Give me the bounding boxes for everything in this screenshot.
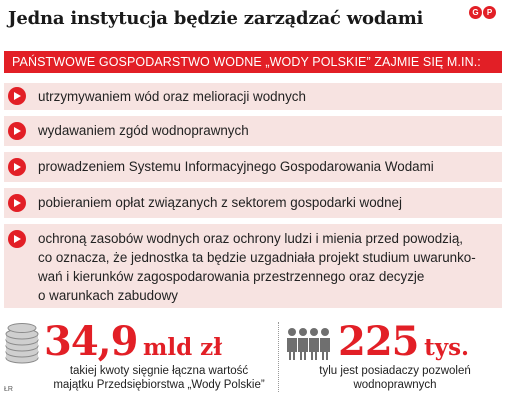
stat-left-caption	[44, 364, 274, 392]
arrow-right-icon	[8, 158, 26, 176]
section-header: PAŃSTWOWE GOSPODARSTWO WODNE „WODY POLSKIE” ZAJMIE SIĘ M.IN.:	[4, 51, 502, 73]
list-item-text: wydawaniem zgód wodnoprawnych	[38, 123, 249, 138]
list-item	[4, 152, 502, 182]
stat-right-value	[338, 318, 469, 365]
list-item-text: pobieraniem opłat związanych z sektorem gospodarki wodnej	[38, 195, 402, 210]
stats-divider	[278, 322, 279, 392]
list-item-text: utrzymywaniem wód oraz melioracji wodnych	[38, 89, 306, 104]
stat-left-unit: mld zł	[143, 334, 223, 361]
author-credit: ŁR	[4, 386, 13, 393]
arrow-right-icon	[8, 87, 26, 105]
list-item	[4, 224, 502, 308]
infographic-title: Jedna instytucja będzie zarządzać wodami	[8, 8, 424, 29]
arrow-right-icon	[8, 230, 26, 248]
brand-logo-letter-g: G	[469, 6, 482, 19]
list-item	[4, 83, 502, 110]
list-item	[4, 188, 502, 218]
list-item-line: wań i kierunków zagospodarowania przestrzennego oraz decyzje	[38, 269, 425, 284]
list-item-text	[38, 229, 490, 305]
stat-left-value	[44, 318, 222, 365]
list-item-line: o warunkach zabudowy	[38, 288, 178, 303]
stat-right-caption	[290, 364, 500, 392]
stat-right-caption-line: tylu jest posiadaczy pozwoleń	[319, 365, 471, 377]
list-item-line: ochroną zasobów wodnych oraz ochrony ludzi i mienia przed powodzią,	[38, 231, 464, 246]
brand-logo-letter-p: P	[483, 6, 496, 19]
stat-left-caption-line: takiej kwoty sięgnie łączna wartość	[69, 365, 249, 377]
stat-right-number: 225	[338, 318, 419, 365]
brand-logo	[469, 6, 496, 19]
stat-left-number: 34,9	[44, 318, 138, 365]
stat-right-caption-line: wodnoprawnych	[353, 379, 437, 391]
stat-right-unit: tys.	[424, 334, 470, 361]
list-item-line: co oznacza, że jednostka ta będzie uzgadniała projekt studium uwarunko-	[38, 250, 476, 265]
people-icon	[286, 326, 332, 360]
list-item-text: prowadzeniem Systemu Informacyjnego Gospodarowania Wodami	[38, 159, 434, 174]
arrow-right-icon	[8, 194, 26, 212]
stat-left-caption-line: majątku Przedsiębiorstwa „Wody Polskie”	[53, 379, 265, 391]
arrow-right-icon	[8, 122, 26, 140]
list-item	[4, 116, 502, 146]
coins-icon	[3, 322, 41, 364]
